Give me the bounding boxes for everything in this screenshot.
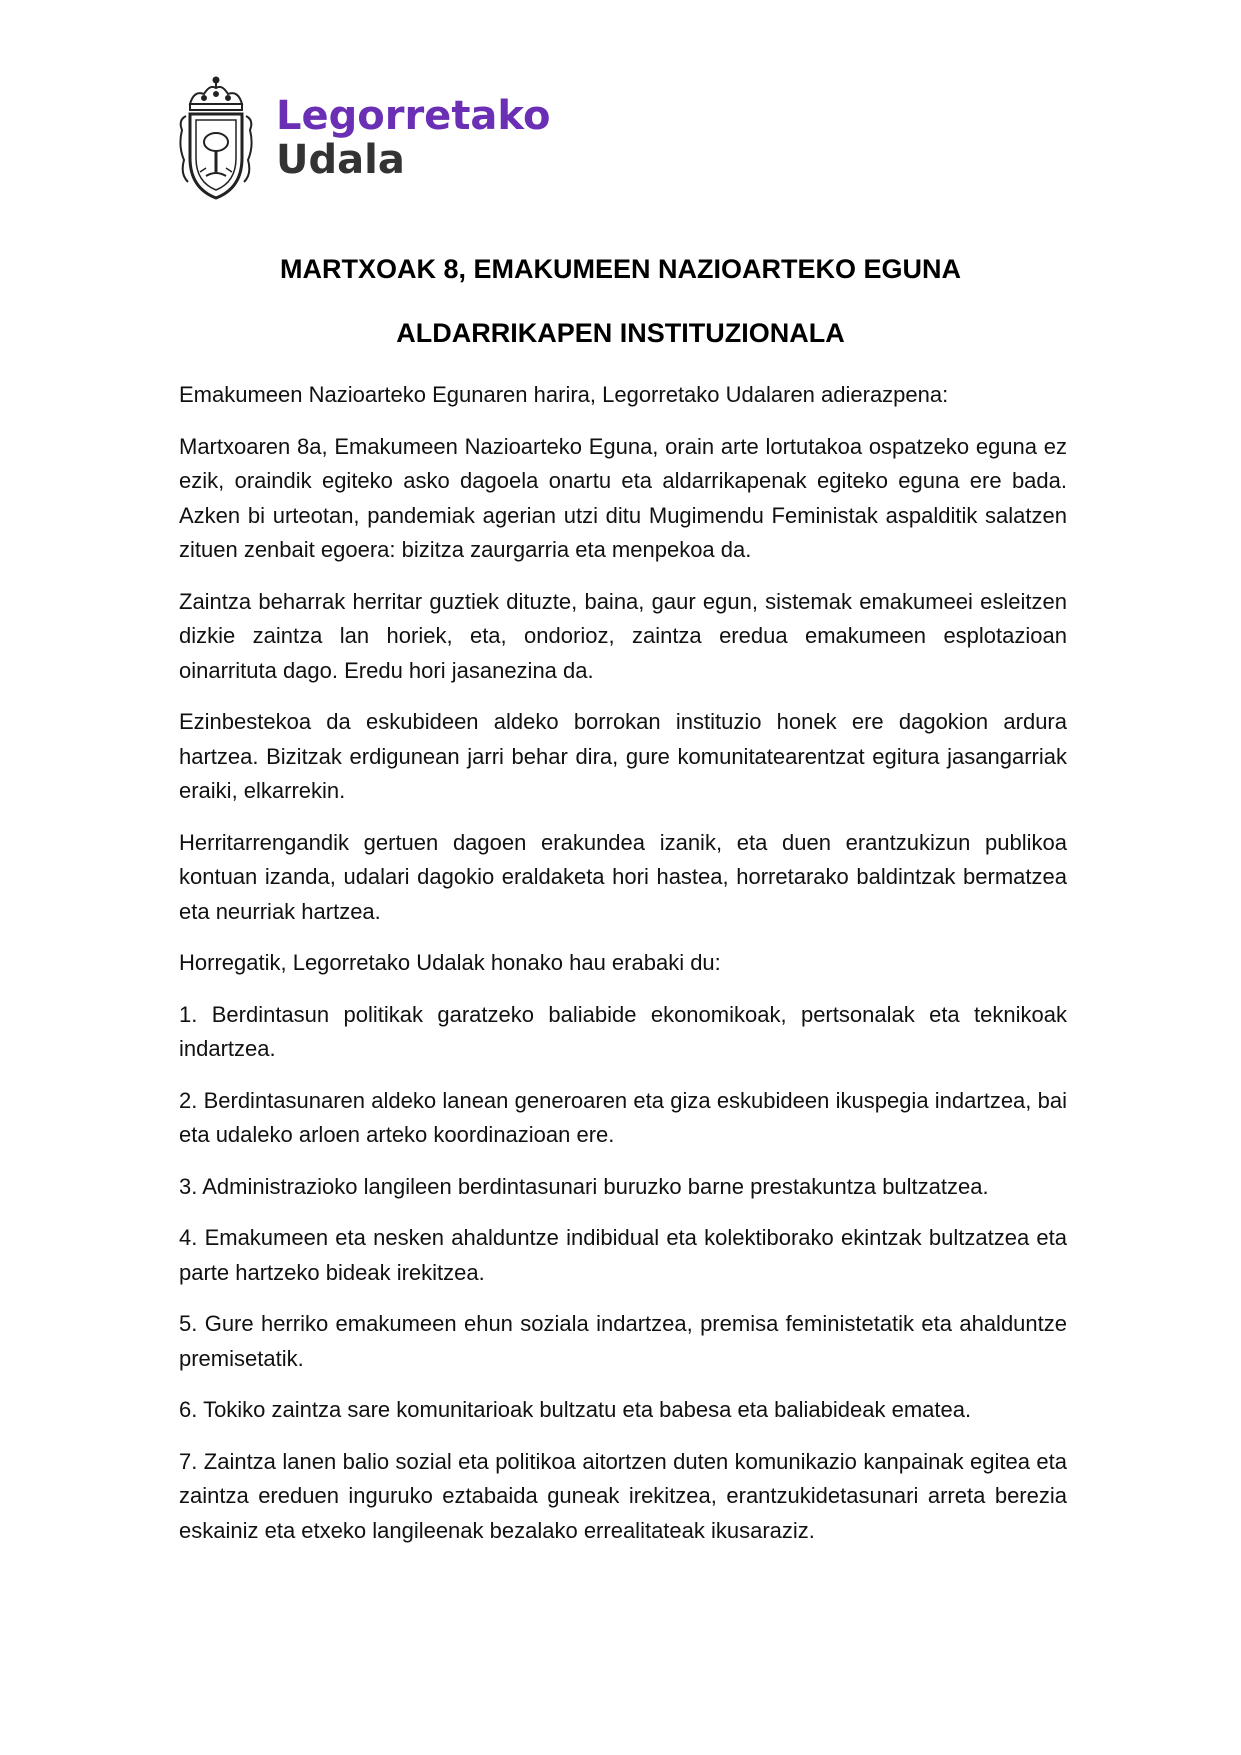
municipal-crest-icon: [176, 76, 256, 204]
intro-paragraph: Emakumeen Nazioarteko Egunaren harira, Legorretako Udalaren adierazpena:: [179, 382, 949, 407]
decision-item: 2. Berdintasunaren aldeko lanean generoaren eta giza eskubideen ikuspegia indartzea, bai eta udaleko arloen arteko koordinazioan ere.: [179, 1087, 1067, 1147]
decision-item: 4. Emakumeen eta nesken ahalduntze indibidual eta kolektiborako ekintzak bultzatzea eta parte hartzeko bideak irekitzea.: [179, 1225, 1067, 1285]
decision-item: 3. Administrazioko langileen berdintasunari buruzko barne prestakuntza bultzatzea.: [179, 1173, 989, 1199]
decision-item: 1. Berdintasun politikak garatzeko baliabide ekonomikoak, pertsonalak eta teknikoak indartzea.: [179, 1001, 1067, 1061]
body-paragraph: Zaintza beharrak herritar guztiek dituzte, baina, gaur egun, sistemak emakumeei esleitzen dizkie zaintza lan horiek, eta, ondorioz, zaintza eredua emakumeen esplotazioan oinarrituta dago. Eredu hori jasanezina da.: [179, 588, 1067, 683]
decision-item: 7. Zaintza lanen balio sozial eta politikoa aitortzen duten komunikazio kanpainak egitea eta zaintza ereduen inguruko eztabaida guneak irekitzea, erantzukidetasunari arreta berezia eskainiz eta etxeko langileenak bezalako errealitateak ikusaraziz.: [179, 1448, 1067, 1543]
body-paragraph: Herritarrengandik gertuen dagoen erakundea izanik, eta duen erantzukizun publikoa kontuan izanda, udalari dagokio eraldaketa hori hastea, horretarako baldintzak bermatzea eta neurriak hartzea.: [179, 829, 1067, 924]
decision-item: 5. Gure herriko emakumeen ehun soziala indartzea, premisa feministetatik eta ahalduntze premisetatik.: [179, 1311, 1067, 1371]
document-title: MARTXOAK 8, EMAKUMEEN NAZIOARTEKO EGUNA: [279, 254, 961, 284]
municipality-name-line1: Legorretako: [276, 93, 551, 139]
municipal-logo: [176, 76, 551, 204]
body-paragraph: Martxoaren 8a, Emakumeen Nazioarteko Eguna, orain arte lortutakoa ospatzeko eguna ez ezik, oraindik egiteko asko dagoela onartu eta aldarrikapenak egiteko eguna ere bada. Azken bi urteotan, pandemiak agerian utzi ditu Mugimendu Feministak aspalditik salatzen zituen zenbait egoera: bizitza zaurgarria eta menpekoa da.: [179, 433, 1067, 562]
municipality-name: [276, 94, 550, 182]
municipality-name-line2: Udala: [276, 137, 405, 183]
decision-intro: Horregatik, Legorretako Udalak honako hau erabaki du:: [179, 950, 721, 975]
decision-item: 6. Tokiko zaintza sare komunitarioak bultzatu eta babesa eta baliabideak ematea.: [179, 1397, 972, 1422]
document-body: [179, 378, 1067, 1565]
body-paragraph: Ezinbestekoa da eskubideen aldeko borrokan instituzio honek ere dagokion ardura hartzea. Bizitzak erdigunean jarri behar dira, gure komunitatearentzat egitura jasangarriak eraiki, elkarrekin.: [179, 709, 1067, 803]
document-subtitle: ALDARRIKAPEN INSTITUZIONALA: [396, 318, 845, 348]
